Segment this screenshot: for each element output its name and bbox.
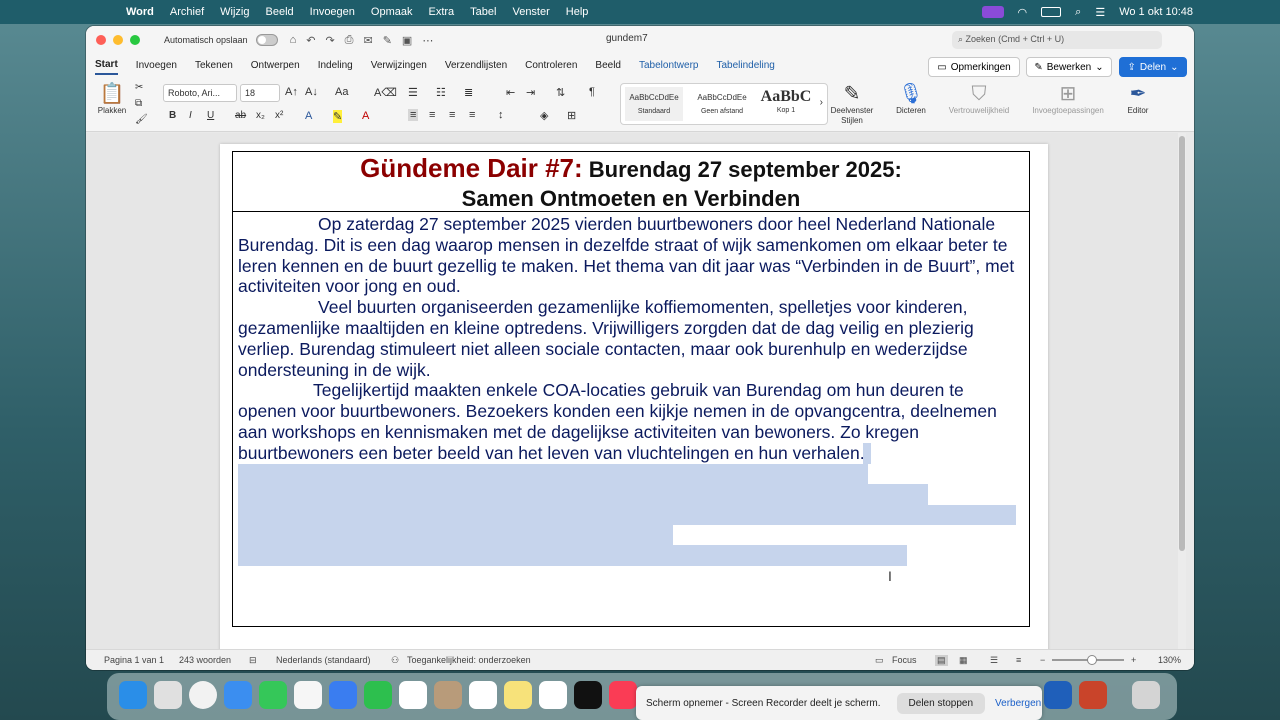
align-right-icon[interactable]: ≡ bbox=[449, 109, 456, 121]
document-table[interactable] bbox=[232, 151, 1030, 627]
line-spacing-icon[interactable]: ↕ bbox=[498, 109, 504, 121]
powerpoint-icon[interactable] bbox=[1079, 681, 1107, 709]
justify-icon[interactable]: ≡ bbox=[469, 109, 476, 121]
ribbon bbox=[86, 80, 1194, 132]
messages-icon[interactable] bbox=[259, 681, 287, 709]
appstore-icon[interactable] bbox=[329, 681, 357, 709]
tab-tabelontwerp[interactable]: Tabelontwerp bbox=[638, 60, 699, 71]
borders-icon[interactable]: ⊞ bbox=[567, 110, 577, 122]
notes-icon[interactable] bbox=[504, 681, 532, 709]
style-name: Standaard bbox=[637, 108, 671, 115]
contacts-icon[interactable] bbox=[434, 681, 462, 709]
word-window bbox=[86, 26, 1194, 670]
title-bar bbox=[86, 26, 1194, 54]
title-line-1 bbox=[233, 153, 1029, 185]
superscript-icon[interactable]: x² bbox=[275, 110, 284, 121]
focus-icon: ▭ bbox=[875, 655, 884, 665]
style-kop-1[interactable] bbox=[757, 87, 815, 121]
text-effects-icon[interactable]: A bbox=[305, 110, 313, 122]
bold-icon[interactable]: B bbox=[169, 110, 177, 121]
paragraph-3[interactable]: Tegelijkertijd maakten enkele COA-locaties gebruik van Burendag om hun deuren te openen voor buurtbewoners. Bezoekers konden een kijkje nemen in de opvangcentra, deelnemen aan workshops en kennismaken met de dagelijkse activiteiten van bewoners. Zo kregen buurtbewoners een beter beeld van het leven van vluchtelingen en hun verhalen. bbox=[238, 380, 997, 463]
stop-sharing-button[interactable]: Delen stoppen bbox=[897, 693, 986, 714]
sort-icon[interactable]: ⇅ bbox=[556, 87, 566, 99]
web-layout-icon[interactable]: ▦ bbox=[959, 655, 968, 665]
title-line-2: Samen Ontmoeten en Verbinden bbox=[461, 186, 801, 211]
style-preview: AaBbC bbox=[760, 88, 812, 105]
selection-highlight bbox=[238, 464, 868, 484]
edit-mode-button[interactable] bbox=[1026, 57, 1112, 77]
autosave-toggle[interactable] bbox=[256, 34, 278, 46]
tab-ontwerpen[interactable]: Ontwerpen bbox=[250, 60, 300, 71]
tab-tabelindeling[interactable]: Tabelindeling bbox=[716, 60, 775, 71]
zoom-in-icon[interactable]: + bbox=[1131, 655, 1137, 665]
menu-wijzig[interactable]: Wijzig bbox=[220, 6, 250, 18]
styles-pane-button[interactable] bbox=[830, 82, 874, 126]
menu-app-name[interactable]: Word bbox=[126, 6, 154, 18]
format-painter-icon[interactable]: 🖌 bbox=[135, 114, 148, 125]
tab-invoegen[interactable]: Invoegen bbox=[135, 60, 177, 71]
screen-share-text: Scherm opnemer - Screen Recorder deelt je scherm. bbox=[646, 697, 881, 709]
menu-opmaak[interactable]: Opmaak bbox=[370, 6, 413, 18]
photos-icon[interactable] bbox=[294, 681, 322, 709]
title-prefix: Gündeme Dair #7: bbox=[360, 153, 583, 183]
sensitivity-label: Vertrouwelijkheid bbox=[948, 106, 1010, 115]
proofing-icon[interactable]: ⊟ bbox=[249, 655, 257, 665]
menu-extra[interactable]: Extra bbox=[428, 6, 455, 18]
paragraph-1[interactable]: Op zaterdag 27 september 2025 vierden buurtbewoners door heel Nederland Nationale Burendag. Dit is een dag waarop mensen in dezelfde straat of wijk samenkomen om elkaar beter te leren kennen en de buurt gezellig te maken. Het thema van dit jaar was “Verbinden in de Buurt”, met activiteiten voor jong en oud. bbox=[238, 214, 1015, 297]
font-color-icon[interactable]: A bbox=[362, 110, 370, 122]
menu-archief[interactable]: Archief bbox=[169, 6, 205, 18]
print-icon[interactable]: ⎙ bbox=[344, 33, 354, 46]
strikethrough-icon[interactable]: ab bbox=[235, 110, 247, 121]
chevron-down-icon: ⌄ bbox=[1095, 61, 1104, 73]
hide-share-bar-button[interactable]: Verbergen bbox=[995, 697, 1042, 709]
tab-beeld[interactable]: Beeld bbox=[595, 60, 621, 71]
font-size-select[interactable]: 18 bbox=[240, 84, 280, 102]
style-name: Geen afstand bbox=[700, 108, 744, 115]
styles-pane-icon: ✎ bbox=[843, 83, 861, 105]
style-standaard[interactable] bbox=[625, 87, 683, 121]
search-input[interactable] bbox=[952, 31, 1162, 49]
menubar-clock[interactable]: Wo 1 okt 10:48 bbox=[1119, 6, 1193, 18]
trash-icon[interactable] bbox=[1132, 681, 1160, 709]
paste-label: Plakken bbox=[97, 106, 127, 115]
accessibility-icon: ⚇ bbox=[391, 655, 400, 665]
text-cursor-icon: I bbox=[888, 568, 892, 584]
language-status[interactable]: Nederlands (standaard) bbox=[276, 655, 371, 665]
styles-gallery bbox=[620, 83, 828, 125]
sensitivity-icon: ⛉ bbox=[971, 83, 987, 105]
tab-tekenen[interactable]: Tekenen bbox=[194, 60, 233, 71]
music-icon[interactable] bbox=[609, 681, 637, 709]
paste-button[interactable] bbox=[94, 82, 130, 115]
editor-button[interactable] bbox=[1120, 82, 1156, 115]
pencil-icon: ✎ bbox=[1034, 61, 1043, 73]
menu-venster[interactable]: Venster bbox=[512, 6, 550, 18]
share-icon: ⇪ bbox=[1127, 61, 1136, 73]
align-center-icon[interactable]: ≡ bbox=[429, 109, 436, 121]
align-left-icon[interactable]: ≡ bbox=[410, 109, 417, 121]
selection-highlight bbox=[238, 505, 1016, 525]
control-center-icon[interactable]: ☰ bbox=[1095, 6, 1106, 19]
comments-label: Opmerkingen bbox=[950, 61, 1011, 73]
chrome-icon[interactable] bbox=[189, 681, 217, 709]
title-main: Burendag 27 september 2025: bbox=[588, 157, 902, 182]
comments-button[interactable] bbox=[928, 57, 1020, 77]
zoom-out-icon[interactable]: − bbox=[1040, 655, 1046, 665]
focus-button[interactable]: Focus bbox=[892, 655, 917, 665]
decrease-indent-icon[interactable]: ⇤ bbox=[506, 87, 516, 99]
finder-icon[interactable] bbox=[119, 681, 147, 709]
spotlight-search-icon[interactable]: ⌕ bbox=[1075, 5, 1082, 18]
shading-icon[interactable]: ◈ bbox=[540, 110, 549, 122]
sensitivity-button[interactable] bbox=[944, 82, 1014, 115]
tv-icon[interactable] bbox=[574, 681, 602, 709]
menu-beeld[interactable]: Beeld bbox=[265, 6, 294, 18]
home-icon[interactable]: ⌂ bbox=[289, 33, 297, 46]
microphone-icon: 🎙 bbox=[898, 83, 924, 105]
screen-recorder-icon[interactable] bbox=[982, 6, 1004, 18]
selection-highlight bbox=[238, 545, 907, 566]
search-icon: ⌕ bbox=[958, 34, 966, 44]
share-label: Delen bbox=[1139, 61, 1167, 73]
share-button[interactable] bbox=[1119, 57, 1187, 77]
facetime-icon[interactable] bbox=[364, 681, 392, 709]
tab-verwijzingen[interactable]: Verwijzingen bbox=[370, 60, 427, 71]
reminders-icon[interactable] bbox=[469, 681, 497, 709]
style-geen-afstand[interactable] bbox=[693, 87, 751, 121]
editor-icon: ✒ bbox=[1129, 83, 1147, 105]
chevron-down-icon: ⌄ bbox=[1170, 61, 1179, 73]
paragraph-2[interactable]: Veel buurten organiseerden gezamenlijke koffiemomenten, spelletjes voor kinderen, gezamenlijke maaltijden en kleine optredens. Vrijwilligers zorgden dat de dag veilig en plezierig verliep. Burendag stimuleert niet alleen sociale contacten, maar ook burenhulp en wederzijdse ondersteuning in de wijk. bbox=[238, 297, 974, 380]
tab-start[interactable]: Start bbox=[95, 59, 118, 75]
close-window-button[interactable] bbox=[96, 35, 106, 45]
title-cell[interactable] bbox=[233, 152, 1029, 212]
document-page[interactable] bbox=[220, 144, 1048, 649]
style-preview: AaBbCcDdEe bbox=[629, 93, 679, 102]
calendar-icon[interactable] bbox=[399, 681, 427, 709]
word-count[interactable]: 243 woorden bbox=[179, 655, 232, 665]
zoom-slider-thumb[interactable] bbox=[1087, 655, 1097, 665]
underline-icon[interactable]: U bbox=[207, 110, 215, 121]
wifi-icon[interactable]: ◠ bbox=[1017, 6, 1028, 19]
accessibility-status[interactable]: Toegankelijkheid: onderzoeken bbox=[407, 655, 531, 665]
freeform-icon[interactable] bbox=[539, 681, 567, 709]
clear-formatting-icon[interactable]: A⌫ bbox=[374, 87, 397, 99]
tab-indeling[interactable]: Indeling bbox=[317, 60, 353, 71]
body-cell[interactable] bbox=[233, 212, 1029, 464]
subscript-icon[interactable]: x₂ bbox=[256, 110, 265, 121]
menu-help[interactable]: Help bbox=[565, 6, 589, 18]
print-layout-icon[interactable]: ▤ bbox=[937, 655, 946, 665]
save-icon[interactable]: ▣ bbox=[401, 34, 413, 47]
redo-icon[interactable]: ↷ bbox=[325, 34, 335, 47]
menu-tabel[interactable]: Tabel bbox=[470, 6, 497, 18]
vertical-scrollbar[interactable] bbox=[1178, 133, 1186, 649]
zoom-level[interactable]: 130% bbox=[1158, 655, 1182, 665]
addins-button[interactable] bbox=[1028, 82, 1108, 115]
more-icon[interactable]: ⋯ bbox=[422, 34, 434, 47]
change-case-icon[interactable]: Aa bbox=[335, 86, 349, 98]
mail-icon[interactable]: ✉ bbox=[363, 34, 373, 47]
tab-verzendlijsten[interactable]: Verzendlijsten bbox=[444, 60, 508, 71]
font-family-select[interactable]: Roboto, Ari... bbox=[163, 84, 237, 102]
addins-icon: ⊞ bbox=[1059, 83, 1077, 105]
grow-font-icon[interactable]: A↑ bbox=[285, 86, 298, 98]
clipboard-icon: 📋 bbox=[99, 83, 125, 105]
bullets-icon[interactable]: ☰ bbox=[408, 87, 418, 99]
style-preview: AaBbCcDdEe bbox=[697, 93, 747, 102]
screen-share-bar bbox=[636, 686, 1042, 720]
shrink-font-icon[interactable]: A↓ bbox=[305, 86, 318, 98]
italic-icon[interactable]: I bbox=[189, 110, 192, 121]
numbering-icon[interactable]: ☷ bbox=[436, 87, 446, 99]
menu-bar bbox=[0, 0, 1280, 24]
dictate-button[interactable] bbox=[891, 82, 931, 115]
scrollbar-thumb[interactable] bbox=[1179, 136, 1185, 551]
outline-view-icon[interactable]: ☰ bbox=[990, 655, 999, 665]
editor-label: Editor bbox=[1127, 106, 1149, 115]
document-canvas[interactable] bbox=[86, 133, 1186, 649]
increase-indent-icon[interactable]: ⇥ bbox=[526, 87, 536, 99]
multilevel-list-icon[interactable]: ≣ bbox=[464, 87, 474, 99]
edit-mode-label: Bewerken bbox=[1046, 61, 1092, 73]
styles-pane-label: Deelvenster Stijlen bbox=[830, 106, 874, 125]
gallery-next-icon[interactable]: › bbox=[819, 97, 823, 108]
document-title[interactable]: gundem7 bbox=[606, 33, 648, 44]
dictate-label: Dicteren bbox=[896, 106, 926, 115]
word-app-icon[interactable] bbox=[1044, 681, 1072, 709]
highlight-icon[interactable]: ✎ bbox=[333, 111, 343, 123]
tab-controleren[interactable]: Controleren bbox=[525, 60, 578, 71]
launchpad-icon[interactable] bbox=[154, 681, 182, 709]
edit-icon[interactable]: ✎ bbox=[382, 34, 392, 47]
selection-highlight bbox=[238, 525, 673, 545]
comment-icon: ▭ bbox=[937, 61, 947, 73]
battery-icon[interactable] bbox=[1041, 7, 1061, 17]
draft-view-icon[interactable]: ≡ bbox=[1016, 655, 1022, 665]
status-bar bbox=[86, 649, 1194, 670]
undo-icon[interactable]: ↶ bbox=[306, 34, 316, 47]
copy-icon[interactable]: ⧉ bbox=[135, 98, 143, 109]
fullscreen-window-button[interactable] bbox=[130, 35, 140, 45]
selection-highlight bbox=[238, 484, 928, 505]
page-count[interactable]: Pagina 1 van 1 bbox=[104, 655, 165, 665]
autosave-label: Automatisch opslaan bbox=[164, 35, 248, 45]
menu-invoegen[interactable]: Invoegen bbox=[309, 6, 355, 18]
minimize-window-button[interactable] bbox=[113, 35, 123, 45]
search-placeholder: Zoeken (Cmd + Ctrl + U) bbox=[965, 34, 1065, 44]
style-name: Kop 1 bbox=[776, 107, 796, 114]
mail-app-icon[interactable] bbox=[224, 681, 252, 709]
pilcrow-icon[interactable]: ¶ bbox=[589, 86, 595, 98]
cut-icon[interactable]: ✂ bbox=[135, 82, 144, 93]
addins-label: Invoegtoepassingen bbox=[1032, 106, 1104, 115]
